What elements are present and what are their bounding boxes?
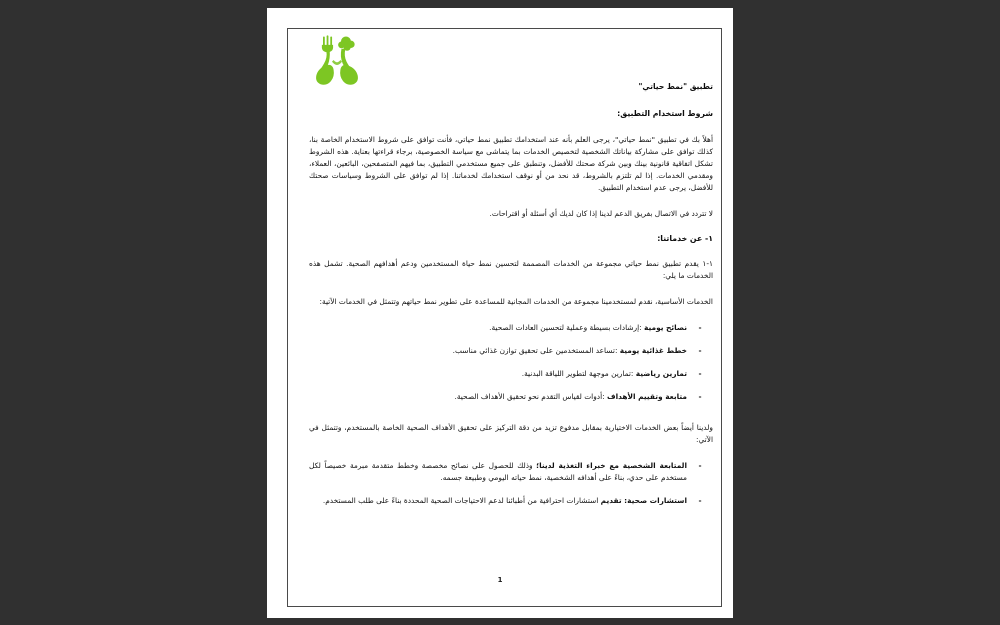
list-item — [309, 322, 713, 334]
list-item-text — [309, 322, 687, 334]
bullet-dash-icon: - — [698, 496, 702, 506]
list-item-detail: :إرشادات بسيطة وعملية لتحسين العادات الصحية. — [489, 323, 644, 333]
page-number: 1 — [497, 576, 503, 584]
list-item-label: متابعة وتقييم الأهداف — [606, 392, 687, 402]
intro-paragraph: أهلاً بك في تطبيق "نمط حياتي"، يرجى العلم بأنه عند استخدامك تطبيق نمط حياتي، فأنت توافق على شروط الاستخدام الخاصة بنا، كذلك توافق على مشاركة بياناتك الشخصية لتخصيص الخدمات بما يتماشى مع سياسة الخصوصية، برجاء قراءتها بعناية. هذه الشروط تشكل اتفاقية قانونية بينك وبين شركة صحتك للأفضل، وتنطبق على جميع مستخدمي التطبيق، بما فيهم المتصفحين، البائعين، العملاء، ومقدمي الخدمات. إذا لم تلتزم بالشروط، قد نحد من أو نوقف استخدامك لخدماتنا. إذا لم توافق على الشروط وسياسات صحتك للأفضل، يرجى عدم استخدام التطبيق. — [309, 134, 713, 192]
list-item-text — [309, 495, 687, 507]
list-item — [309, 368, 713, 380]
paid-services-list — [309, 460, 713, 507]
list-item-label: خطط غذائية يومية — [619, 346, 687, 356]
list-item-detail: :أدوات لقياس التقدم نحو تحقيق الأهداف الصحية. — [454, 392, 607, 402]
list-item-text — [309, 368, 687, 380]
list-item-detail: وذلك للحصول على نصائح مخصصة وخطط متقدمة مبرمة خصيصاً لكل مستخدم على حدي، بناءً على أهدافه الشخصية، نمط حياته اليومي وطبيعة جسمه. — [309, 461, 687, 483]
list-item-label: تمارين رياضية — [635, 369, 687, 379]
terms-heading: شروط استخدام التطبيق: — [617, 109, 713, 119]
services-intro-paragraph: ١-١ يقدم تطبيق نمط حياتي مجموعة من الخدمات المصممة لتحسين نمط حياة المستخدمين ودعم أهدافهم الصحية. تشمل هذه الخدمات ما يلي: — [309, 259, 713, 281]
list-item-text — [309, 460, 687, 484]
list-item-detail: :تساعد المستخدمين على تحقيق توازن غذائي مناسب. — [452, 346, 620, 356]
fork-and-broccoli-logo — [309, 32, 365, 88]
list-item-label: المتابعة الشخصية مع خبراء التغذية لدينا؛ — [536, 461, 687, 471]
services-heading: ١- عن خدماتنا: — [657, 233, 713, 243]
basic-services-paragraph: الخدمات الأساسية، نقدم لمستخدمينا مجموعة من الخدمات المجانية للمساعدة على تطوير نمط حياتهم وتتمثل في الخدمات الآتية: — [319, 297, 713, 307]
list-item — [309, 345, 713, 357]
list-item — [309, 495, 713, 507]
list-item-detail: :تمارين موجهة لتطوير اللياقة البدنية. — [521, 369, 636, 379]
support-paragraph: لا تتردد في الاتصال بفريق الدعم لدينا إذا كان لديك أي أسئلة أو اقتراحات. — [489, 208, 713, 218]
list-item-label: استشارات صحية: تقديم — [600, 496, 687, 506]
bullet-dash-icon: - — [698, 392, 702, 402]
free-services-list — [309, 322, 713, 403]
bullet-dash-icon: - — [698, 461, 702, 471]
list-item-detail: استشارات احترافية من أطبائنا لدعم الاحتياجات الصحية المحددة بناءً على طلب المستخدم. — [322, 496, 601, 506]
list-item — [309, 460, 713, 484]
document-title: تطبيق "نمط حياتي" — [638, 82, 713, 91]
bullet-dash-icon: - — [698, 323, 702, 333]
list-item — [309, 391, 713, 403]
bullet-dash-icon: - — [698, 369, 702, 379]
paid-services-intro-paragraph: ولدينا أيضاً بعض الخدمات الاختيارية بمقابل مدفوع تزيد من دقة التركيز على تحقيق الأهداف الصحية الخاصة بالمستخدم، وتتمثل في الآتي: — [309, 423, 713, 445]
bullet-dash-icon: - — [698, 346, 702, 356]
document-page — [267, 8, 733, 618]
list-item-text — [309, 345, 687, 357]
list-item-text — [309, 391, 687, 403]
page-content — [309, 32, 713, 578]
list-item-label: نصائح يومية — [644, 323, 687, 333]
